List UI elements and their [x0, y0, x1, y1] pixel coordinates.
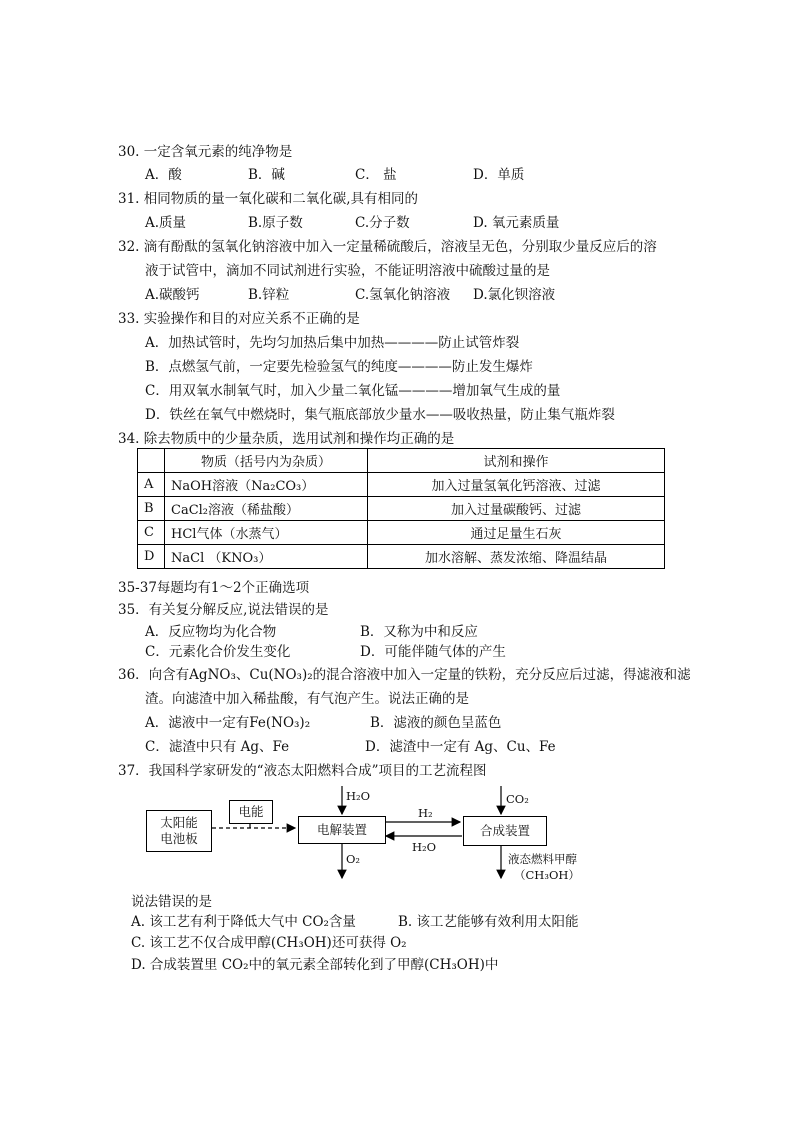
q35-option-c: C．元素化合价发生变化 [145, 644, 291, 660]
q34-stem: 34. 除去物质中的少量杂质，选用试剂和操作均正确的是 [118, 431, 455, 447]
label-co2-input: CO₂ [506, 792, 529, 806]
q35-option-d: D．可能伴随气体的产生 [360, 644, 506, 660]
q37-stem: 37．我国科学家研发的“液态太阳燃料合成”项目的工艺流程图 [118, 763, 487, 779]
q30-option-b: B．碱 [248, 167, 285, 183]
q31-option-d: D. 氧元素质量 [473, 215, 560, 231]
q33-option-d: D．铁丝在氧气中燃烧时，集气瓶底部放少量水——吸收热量，防止集气瓶炸裂 [145, 407, 615, 423]
label-methanol-product: 液态燃料甲醇 [508, 852, 577, 866]
q35-stem: 35．有关复分解反应,说法错误的是 [118, 602, 329, 618]
table-cell: A [138, 473, 165, 497]
table-cell: 加入过量氢氧化钙溶液、过滤 [368, 473, 665, 497]
label-methanol-formula: （CH₃OH） [514, 868, 580, 882]
q36-stem-line1: 36．向含有AgNO₃、Cu(NO₃)₂的混合溶液中加入一定量的铁粉，充分反应后过滤，得滤液和滤 [118, 667, 691, 683]
q30-option-d: D．单质 [473, 167, 525, 183]
table-header-cell: 试剂和操作 [368, 449, 665, 473]
label-h2o-return: H₂O [412, 840, 437, 854]
synthesis-device-box: 合成装置 [463, 816, 547, 846]
q33-option-c: C．用双氧水制氧气时，加入少量二氧化锰————增加氧气生成的量 [145, 383, 561, 399]
table-cell: D [138, 545, 165, 569]
q33-option-b: B．点燃氢气前，一定要先检验氢气的纯度————防止发生爆炸 [145, 359, 533, 375]
q33-option-a: A．加热试管时，先均匀加热后集中加热————防止试管炸裂 [145, 335, 520, 351]
table-cell: 加入过量碳酸钙、过滤 [368, 497, 665, 521]
electric-energy-box: 电能 [229, 800, 273, 824]
q37-ask: 说法错误的是 [131, 894, 212, 910]
table-cell: NaCl （KNO₃） [165, 545, 368, 569]
q32-stem-line1: 32. 滴有酚酞的氢氧化钠溶液中加入一定量稀硫酸后，溶液呈无色，分别取少量反应后的溶 [118, 239, 657, 255]
q31-option-b: B.原子数 [248, 215, 303, 231]
q30-option-c: C． 盐 [355, 167, 397, 183]
q37-option-a: A. 该工艺有利于降低大气中 CO₂含量 [131, 914, 356, 930]
q31-option-a: A.质量 [145, 215, 187, 231]
electrolysis-device-box: 电解装置 [298, 816, 386, 844]
q36-option-b: B．滤液的颜色呈蓝色 [370, 715, 502, 731]
q35-option-a: A．反应物均为化合物 [145, 624, 277, 640]
q30-stem: 30. 一定含氧元素的纯净物是 [118, 144, 293, 160]
label-h2o-input: H₂O [346, 789, 371, 803]
table-cell: NaOH溶液（Na₂CO₃） [165, 473, 368, 497]
q31-stem: 31. 相同物质的量一氧化碳和二氧化碳,具有相同的 [118, 191, 419, 207]
q33-stem: 33. 实验操作和目的对应关系不正确的是 [118, 311, 360, 327]
q37-option-b: B. 该工艺能够有效利用太阳能 [398, 914, 579, 930]
table-cell: HCl气体（水蒸气） [165, 521, 368, 545]
label-o2-output: O₂ [346, 852, 361, 866]
q37-option-d: D. 合成装置里 CO₂中的氧元素全部转化到了甲醇(CH₃OH)中 [131, 957, 499, 973]
q30-option-a: A．酸 [145, 167, 182, 183]
q36-option-a: A．滤液中一定有Fe(NO₃)₂ [145, 715, 311, 731]
table-header-cell: 物质（括号内为杂质） [165, 449, 368, 473]
multi-choice-note: 35-37每题均有1～2个正确选项 [118, 580, 310, 596]
table-cell: C [138, 521, 165, 545]
q36-option-c: C．滤渣中只有 Ag、Fe [145, 739, 290, 755]
q32-option-b: B.锌粒 [248, 287, 290, 303]
q32-option-c: C.氢氧化钠溶液 [355, 287, 451, 303]
q37-option-c: C. 该工艺不仅合成甲醇(CH₃OH)还可获得 O₂ [131, 935, 407, 951]
q36-option-d: D．滤渣中一定有 Ag、Cu、Fe [365, 739, 556, 755]
q32-option-a: A.碳酸钙 [145, 287, 200, 303]
q31-option-c: C.分子数 [355, 215, 410, 231]
table-cell: 加水溶解、蒸发浓缩、降温结晶 [368, 545, 665, 569]
q32-option-d: D.氯化钡溶液 [473, 287, 556, 303]
solar-panel-box: 太阳能 电池板 [146, 810, 212, 852]
table-cell: 通过足量生石灰 [368, 521, 665, 545]
q35-option-b: B．又称为中和反应 [360, 624, 478, 640]
q36-stem-line2: 渣。向滤渣中加入稀盐酸，有气泡产生。说法正确的是 [145, 691, 469, 707]
table-cell: B [138, 497, 165, 521]
label-h2: H₂ [418, 806, 433, 820]
q32-stem-line2: 液于试管中，滴加不同试剂进行实验，不能证明溶液中硫酸过量的是 [145, 263, 550, 279]
table-cell: CaCl₂溶液（稀盐酸） [165, 497, 368, 521]
